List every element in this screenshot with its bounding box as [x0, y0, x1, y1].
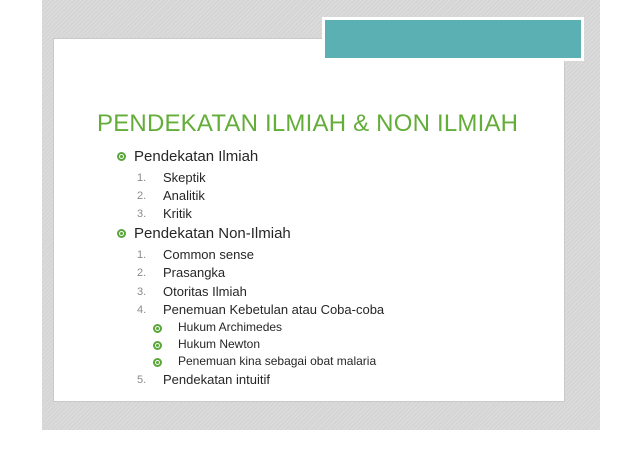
- slide-title: PENDEKATAN ILMIAH & NON ILMIAH: [97, 110, 519, 137]
- section-bullet-icon: [117, 152, 126, 161]
- sub-bullet-icon: [153, 358, 162, 367]
- list-item: Analitik: [163, 188, 205, 203]
- list-number: 2.: [137, 190, 147, 202]
- list-number: 2.: [137, 267, 147, 279]
- list-item: Common sense: [163, 247, 255, 262]
- list-number: 5.: [137, 374, 147, 386]
- sub-bullet-icon: [153, 324, 162, 333]
- list-number: 4.: [137, 304, 147, 316]
- list-item: Prasangka: [163, 265, 226, 280]
- list-item: Skeptik: [163, 170, 206, 185]
- list-number: 3.: [137, 208, 147, 220]
- list-item: Penemuan Kebetulan atau Coba-coba: [163, 302, 385, 317]
- list-number: 1.: [137, 172, 147, 184]
- list-number: 3.: [137, 286, 147, 298]
- sub-list-item: Hukum Newton: [178, 337, 261, 351]
- sub-list-item: Hukum Archimedes: [178, 320, 283, 334]
- list-item: Pendekatan intuitif: [163, 372, 270, 387]
- sub-bullet-icon: [153, 341, 162, 350]
- section-heading: Pendekatan Ilmiah: [134, 148, 259, 165]
- list-number: 1.: [137, 249, 147, 261]
- list-item: Otoritas Ilmiah: [163, 284, 247, 299]
- section-bullet-icon: [117, 229, 126, 238]
- sub-list-item: Penemuan kina sebagai obat malaria: [178, 354, 377, 368]
- list-item: Kritik: [163, 206, 192, 221]
- section-heading: Pendekatan Non-Ilmiah: [134, 225, 291, 242]
